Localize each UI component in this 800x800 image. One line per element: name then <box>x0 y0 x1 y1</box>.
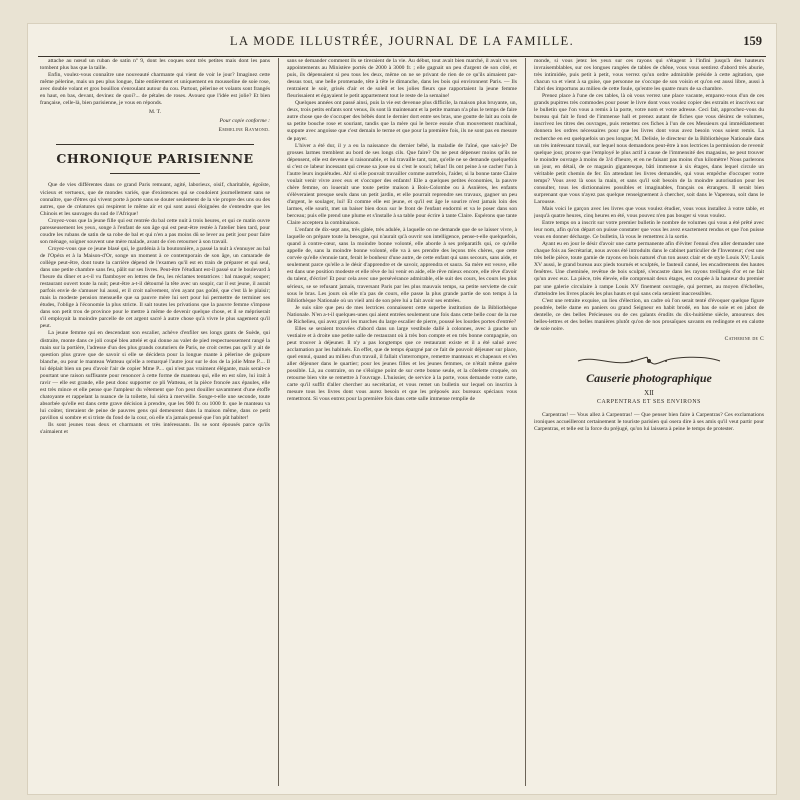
article-paragraph: Enfin, voulez-vous connaître une nouveauté charmante qui vient de voir le jour? Imaginez cette même pèlerine, mais un peu plus longue, faite entièrement et uniquement en mousseline de soie rose, avec double volant et gros bouillon s'enroulant autour du cou. Partout, pèlerine et volants sont frangés en haut, en bas, devant, devinez de quoi?... de pétales de roses. Avouez que l'idée est jolie? Et bien française, celle-là, bien parisienne, je vous en réponds. <box>40 72 270 107</box>
signature-initials: M. T. <box>148 109 162 116</box>
article-paragraph: Quelques années ont passé ainsi, puis la vie est devenue plus difficile, la maison plus bruyante, un, deux, trois petits enfants sont venus, ils sont là maintenant et la petite maman n'a plus le temps de faire autre chose que de s'occuper des bébés dont le dernier dort entre ses bras, une goutte de lait au coin de sa petite bouche rose et souriant, tandis que la mère qui le berce essuie d'un mouvement machinal, suppute avec angoisse que c'est demain le terme et que pour la première fois, ils ne sont pas en mesure de payer. <box>287 100 517 142</box>
article-paragraph: Croyez-vous que la jeune fille qui est rentrée du bal cette nuit à trois heures, et qui ce matin ouvre paresseusement les yeux, songe à l'enfant de son âge qui est peut-être restée à l'atelier bien tard, pour coudre les rubans de satin de sa robe de bal et qui n'en a pas moins dû se lever au petit jour pour faire son ménage, soigner souvent une mère malade, avant de s'en retourner à son travail. <box>40 217 270 245</box>
column-1 <box>40 58 270 786</box>
article-paragraph: Ayant eu en jour le désir d'avoir une carte permanente afin d'éviter l'ennui d'en aller demander une chaque fois au Secrétariat, nous avons été introduits dans le cabinet particulier de l'Inventeur; c'est une très belle pièce, toute garnie de rayons en bois naturel d'un ton assez clair et de style Louis XV; Louis XV aussi, le grand bureau aux pieds tournés et sculptés, le fauteuil canné, les encadrements des hautes fenêtres. Une cheminée, revêtue de bois sculpté, s'encastre dans les rayons treillagés d'or et ne fait qu'un avec eux. La pièce, très élevée, elle comprenait deux étages, est coupée à la hauteur du premier par une galerie circulaire à rampe Louis XV finement ouvragée, qui permet, au moyen d'échelles, d'atteindre les livres placés les plus hauts et qui sans cela seraient inaccessibles. <box>534 241 764 297</box>
heading-rule-top <box>56 144 254 145</box>
article-paragraph: C'est une retraite exquise, un lieu d'élection, un cadre où l'on serait tenté d'évoquer quelque figure poudrée, belle dame en paniers ou grand Seigneur en habit brodé, en bas de soie et en jabot de dentelle, ce des belles Précieuses ou de ces galants érudits du dix-huitième siècle, amoureux des belles-lettres et des belles manières plutôt qu'on de nos prosaïques savants en redingote et en calotte de soie noire. <box>534 297 764 332</box>
article-paragraph: Carpentras! — Vous allez à Carpentras! — Que penser bien faire à Carpentras? Ces exclamations ironiques accueilleront certainement le touriste parisien qui osera dire à ses amis qu'il veut partir pour Carpentras, et telle est la force du préjugé, qu'on lui laissera à peine le temps de protester. <box>534 411 764 432</box>
article-paragraph: La jeune femme qui en descendant son escalier, achève d'enfiler ses longs gants de Suède, qui distraite, monte dans ce joli coupé bleu attelé et qui donne au valet de pied respectueusement rangé la main sur la portière, l'adresse d'un des plus grands couturiers de Paris, ne croit certes pas qu'il y ait de question plus grave que de savoir si elle se décidera pour la longue mante à pèlerine de guipure blanche, ou pour le manteau Watteau qu'elle a remarqué l'autre jour sur le dos de la jolie Mme P.... Il lui déplait bien un peu d'avoir l'air de copier Mme P.... qui n'est pas vraiment élégante, mais serait-ce pourtant une raison suffisante pour renoncer à cette forme de manteau qui, elle en est sûre, lui irait à ravir — elle est grande, elle peut donc supporter ce pli Watteau, et la pièce froncée aux épaules, elle est très mince et elle pense que l'ampleur du vêtement que l'on peut douiller savamment d'une étoffe chatoyante et rappelant la nuance de la toilette, lui siéra à merveille. Songe-t-elle une seconde, toute absorbée qu'elle est dans cette grave décision à prendre, que les 900 fr. ou 1000 fr. que le manteau va lui coûter, tireraient de peine de pauvres gens qui demeurent dans la maison même, dans ce petit pavillon si sombre et si triste du fond de la cour, où elle n'a jamais pensé que l'on pût habiter! <box>40 330 270 422</box>
running-header <box>28 32 776 54</box>
article-paragraph: monde, si vous jetez les yeux sur ces rayons qui s'étagent à l'infini jusqu'à des hauteurs invraisemblables, sur ces longues rangées de tables de chêne, vous vous sentirez d'abord très aburie, très intimidée, puis petit à petit, vous verrez qu'un ordre admirable préside à cette agitation, que chacun va et vient à sa guise, que personne ne s'occupe de son voisin et qu'on est aussi libre, aussi à l'abri des importuns au milieu de cette foule, qu'entre les quatre murs de sa chambre. <box>534 58 764 93</box>
article-paragraph: Mais voici le garçon avec les livres que vous voulez étudier, vous vous installez à votre table, et jusqu'à quatre heures, cinq heures en été, vous pouvez n'en pas bouger si vous voulez. <box>534 205 764 220</box>
chronique-heading-block <box>40 144 270 174</box>
journal-title: LA MODE ILLUSTRÉE, JOURNAL DE LA FAMILLE. <box>229 34 575 48</box>
chronique-heading: CHRONIQUE PARISIENNE <box>56 151 254 167</box>
newspaper-page <box>28 24 776 794</box>
article-paragraph: sans se demander comment ils se tireraient de la vie. Au début, tout avait bien marché, il avait vu ses appointements au Ministère portés de 2000 à 3000 fr. ; elle gagnait un peu d'argent de son côté, et puis, ils dépensaient si peu tous les deux, même on ne se privant de rien de ce qu'ils aimaient par-dessus tout, une belle promenade, tête à tête le dimanche, dans les bois qui environnent Paris. — Ils rentraient le soir, grisés d'air et de soleil et les jolies fleurs que rapportaient la jeune femme fleurissaient et égayaient le petit appartement tout le reste de la semaine! <box>287 58 517 100</box>
article-paragraph: L'enfant de dix-sept ans, très gâtée, très adulée, à laquelle on ne demande que de se laisser vivre, à laquelle on prépare toute la besogne, qui n'aurait qu'à ouvrir son intelligence, pense-t-elle quelquefois, quand à contre-cœur, sans la moindre bonne volonté, elle aborde à ses préparatifs qui, ce qu'elle appelle de, sans la moindre bonne volonté, elle va à ses prendre des leçons très chères, que cette corvée qu'elle s'ennuie tant, ferait le bonheur d'une autre, de cette enfant qui sans secours, sans aide, et seulement parce qu'elle a le désir d'apprendre et de savoir, apprendra et saura. Sa mère est veuve, elle est dans une position modeste et elle rêve de lui venir en aide, elle rêve mieux encore, elle rêve d'avoir du talent, d'écrire! Et pour cela avec une persévérance admirable, elle suit des cours, les cours les plus sérieux, se se refusant jamais, traversant Paris par les plus mauvais temps, sa petite serviette de cuir sous le bras. Les jours où elle n'a pas de cours, elle passe la plus grande partie de son temps à la Bibliothèque Nationale où un vieil ami de son père lui a fait avoir ses entrées. <box>287 227 517 304</box>
heading-rule-bottom <box>110 173 200 174</box>
article-paragraph: Elles se seraient trouvées d'abord dans un large vestibule dallé à colonnes, avec à gauche un vestiaire et à droite une petite salle de restaurant où à très bon compte et en très bonne compagnie, on peut trouver à déjeuner. Il n'y a pas longtemps que ce restaurant existe et il a été salué avec acclamation par les habitués. En effet, que de temps épargné par ce fait de pouvoir déjeuner sur place, quel ennui, quand au milieu d'un travail, il fallait s'interrompre, remettre manteaux et chapeaux et s'en aller déjeuner dans le quartier; pour les jeunes filles et les jeunes femmes, ce n'était même guère possible. Là, au contraire, on ne s'éloigne point de sur cette bonne seule, et la côtelette croquée, on retourne bien vite se remettre à l'ouvrage. L'huissier, de service à la porte, vous demande votre carte, carte qu'il suffit d'aller chercher au secrétariat, et vous remet un bulletin sur lequel on inscrira à mesure tous les livres dont vous aurez besoin et que les préposés aux bureaux spéciaux vous remettront. Si vous entrez pour la première fois dans cette salle immense remplie de <box>287 325 517 403</box>
causerie-number: XII <box>644 388 654 397</box>
column-divider-1 <box>278 58 279 786</box>
article-paragraph: Je suis sûre que peu de mes lectrices connaissent cette superbe institution de la Bibliothèque Nationale. N'en a-t-il quelques-unes qui aient entrées seulement une fois dans cette belle cour de la rue de Richelieu, qui avez gravi les marches du large escalier de pierre, poussé les lourdes portes d'entrée? <box>287 304 517 325</box>
signature-name: Emmeline Raymond. <box>218 127 270 134</box>
ornament-flourish-icon <box>574 355 724 367</box>
article-paragraph: Prenez place à l'une de ces tables, là où vous verrez une place vacante, emparez-vous d'un de ces grands pupitres très commodes pour poser le livre dont vous voulez copier des extraits et inscrivez sur le bulletin que l'on vous a remis à la porte, votre nom et votre adresse. Ceci fait, approchez-vous du bureau qui fait le fond de l'immense hall et prenez autant de fiches que vous désirez de volumes, inscrivez les titres des ouvrages, puis remettez ces fiches à l'un de ces Messieurs qui immédiatement donnera les ordres nécessaires pour que les livres dont vous avez besoin vous soient remis. La recherche en est quelquefois un peu longue; M. Delisle, le directeur de la Bibliothèque Nationale dans un très intéressant travail, sur lequel nous demandons peut-être à nos lectrices la permission de revenir quelque jour, prouve que l'employé le plus actif à cause de l'immensité des magasins, ne peut trouver le moindre ouvrage à moins de 3/4 d'heure, et en ne faisant pas moins d'un kilomètre! Nous parlerons un jour, en détail, de ce magasin gigantesque, bâti immense à six étages, dans lequel circule un véritable petit chemin de fer. En attendant les livres demandés, qui vous empêche d'occuper votre temps? Vous avez là sous la main, et sans qu'il soit besoin de la moindre autorisation pour les consulter, tous les dictionnaires possibles et imaginables, français ou étrangers. Il serait bien surprenant que vous n'ayez pas quelque renseignement à chercher, soit dans le Vapereau, soit dans le Larousse. <box>534 93 764 205</box>
article-paragraph: attache au nœud un ruban de satin nº 9, dont les coques sont très petites mais dont les pans tombent plus bas que la taille. <box>40 58 270 72</box>
signature-note: Pour copie conforme : <box>219 118 270 125</box>
column-2 <box>287 58 517 786</box>
column-3 <box>534 58 764 786</box>
article-paragraph: Entre temps on a inscrit sur votre premier bulletin le nombre de volumes qui vous a été prêté avec leur nom, afin qu'on départ on puisse constater que vous les avez exactement rendus et que l'on puisse vous en donner décharge. Ce bulletin, là vous le remettrez à la sortie. <box>534 220 764 241</box>
causerie-heading-block <box>534 355 764 406</box>
article-paragraph: Ils sont jeunes tous deux et charmants et très intéressants. Ils se sont épousés parce qu'ils s'aimaient et <box>40 422 270 436</box>
article-signature: Catherine de C <box>724 335 764 342</box>
page-number: 159 <box>743 34 762 48</box>
article-paragraph: Que de vies différentes dans ce grand Paris remuant, agité, laborieux, oisif, charitable, égoïste, vicieux et vertueux, que de mondes variés, que d'existences qui se coudoient journellement sans se connaître, que d'êtres qui vivent porte à porte sans se douter seulement de la vie propre des uns ou des autres, que de créatures qui respirent le même air et qui sont aussi éloignées de s'entendre que les Chinois et les sauvages du sud de l'Afrique! <box>40 182 270 217</box>
column-divider-2 <box>525 58 526 786</box>
causerie-subtitle: CARPENTRAS ET SES ENVIRONS <box>597 398 701 405</box>
causerie-heading: Causerie photographique <box>586 370 712 385</box>
article-paragraph: Croyez-vous que ce jeune blasé qui, le gardénia à la boutonnière, a passé la nuit à s'ennuyer au bal de l'Opéra et à la Maison-d'Or, songe un moment à ce contemporain de son âge, un camarade de collège peut-être, dont toute la carrière dépend de l'examen qu'il est en train de préparer et qui seul, dans une petite chambre sans feu, pâlit sur ses livres. Peut-être l'étudiant est-il passé sur le boulevard à l'heure du dîner et a-t-il vu flamboyer en lettres de feu, les réclames tentatrices : bal masqué; souper; restaurant ouvert toute la nuit; peut-être a-t-il détourné la tête avec un soupir, car il est jeune, il aurait parfois envie de s'amuser lui aussi, et il croit naïvement, n'en ayant pas goûté, que c'est là le plaisir; mais la modeste pension mensuelle que sa pauvre mère lui sert pour lui permettre de terminer ses études, l'oblige à l'économie la plus stricte. Il sait toutes les privations que la pauvre femme s'impose dans son petit trou de province pour le mettre à même de devenir quelque chose, et il se mépriserait s'il employait la moindre parcelle de cet argent sacré à autre chose qu'à vivre le plus sagement qu'il peut. <box>40 245 270 330</box>
article-paragraph: L'hiver a été dur, il y a eu la naissance du dernier bébé, la maladie de l'aîné, que sais-je? De grosses larmes tremblent au bord de ses longs cils. Que faire? On ne peut dépenser moins qu'ils ne dépensent, elle est devenue si raisonnable, et lui travaille tant, tant, qu'elle ne se demande quelquefois si c'est ce labeur incessant qui creuse sa joue ou si c'est le souci; hélas! Ils ont peine à se cacher l'un à l'autre leurs inquiétudes. Ah! si elle pouvait travailler comme autrefois, l'aider, si la bonne tante Claire voulait venir vivre avec eux et s'occuper des enfants! Elle a quelques petites économies, la pauvre chère femme, on louerait une toute petite maison à Bois-Colombe ou à Asnières, les enfants s'élèveraient presque seuls dans un petit jardin, et elle pourrait reprendre ses travaux, gagner un peu d'argent, le soulager, lui! Et comme elle est jeune, et qu'il est âge le sourire n'est jamais loin des larmes, elle sourit, met un baiser bien doux sur le front de l'enfant endormi et va le poser dans son berceau; puis elle prend une plume et s'installe à sa table pour écrire à tante Claire. Espérons que tante Claire acceptera la combinaison. <box>287 142 517 227</box>
header-rule <box>38 56 766 57</box>
